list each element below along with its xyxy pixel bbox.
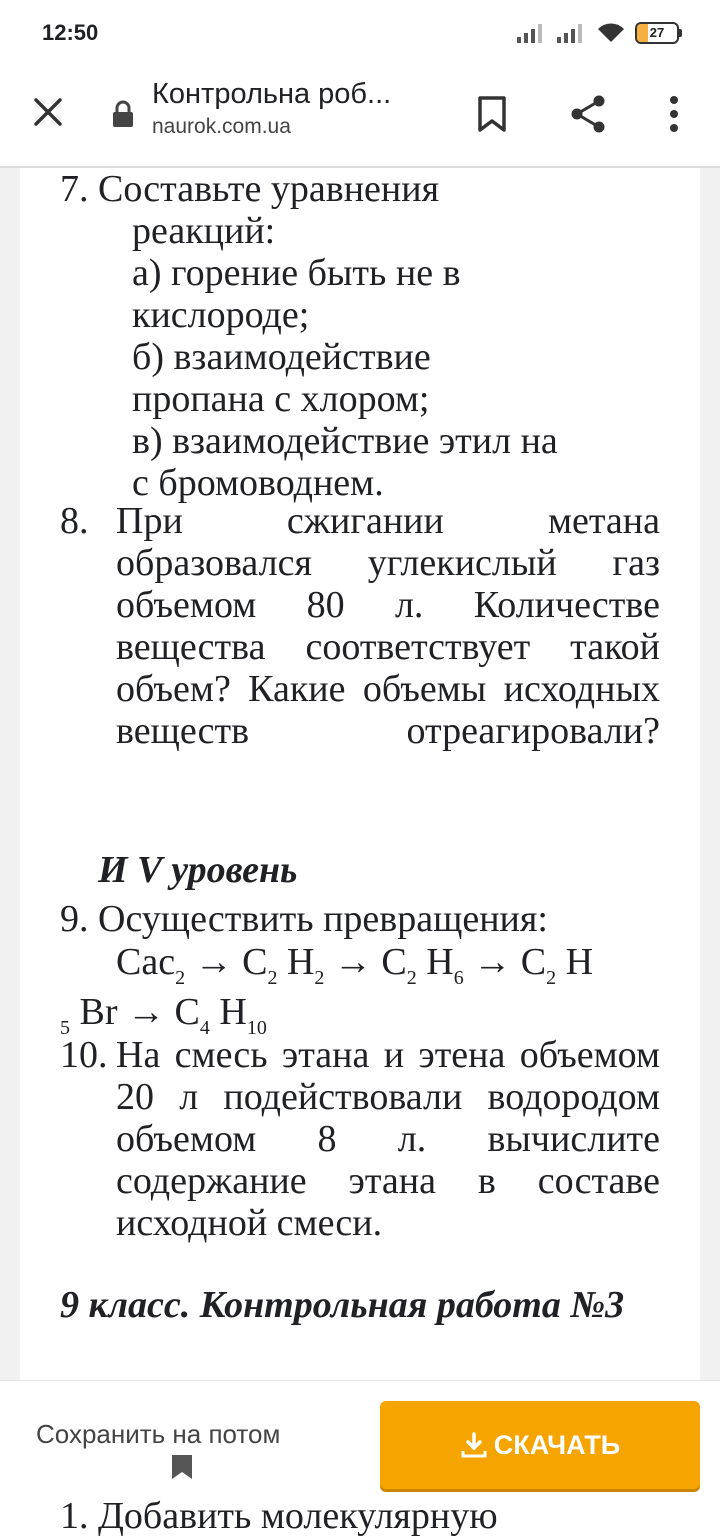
formula-line: $_5$ $Br \to C_4$ $H_{10}$ xyxy=(60,991,267,1039)
download-button[interactable] xyxy=(380,1401,700,1489)
q7-line: кислороде; xyxy=(132,294,310,336)
bookmark-button[interactable] xyxy=(468,90,516,138)
status-bar xyxy=(0,0,720,70)
bookmark-icon xyxy=(477,95,507,133)
status-time: 12:50 xyxy=(42,20,99,45)
q7-line: 7. Составьте уравнения xyxy=(60,168,440,210)
download-icon xyxy=(460,1431,488,1459)
formula-line: $Cac_2 \to C_2$ $H_2 \to C_2$ $H_6 \to C_2$ H xyxy=(116,941,594,989)
share-button[interactable] xyxy=(564,90,612,138)
next-line-peek: 1. Добавить молекулярную xyxy=(60,1495,498,1537)
status-icons xyxy=(517,22,682,44)
page-title: Контрольна роб... xyxy=(152,78,392,110)
lock-icon xyxy=(112,100,134,128)
signal-icon xyxy=(557,23,587,43)
q7-line: с бромоводнем. xyxy=(132,462,384,504)
page-margin-left xyxy=(0,168,20,1380)
wifi-icon xyxy=(597,23,625,43)
question-8 xyxy=(60,500,660,752)
bottom-action-bar xyxy=(0,1380,720,1497)
bookmark-icon xyxy=(172,1455,192,1479)
close-icon xyxy=(28,92,68,132)
q10-number: 10. xyxy=(60,1034,108,1076)
q9-title: 9. Осуществить превращения: xyxy=(60,898,548,940)
question-9 xyxy=(60,898,660,1040)
signal-icon xyxy=(517,23,547,43)
q9-formula xyxy=(60,940,660,1040)
question-10 xyxy=(60,1034,660,1244)
browser-toolbar xyxy=(0,70,720,168)
page-margin-right xyxy=(700,168,720,1380)
q7-line: в) взаимодействие этил на xyxy=(132,420,558,462)
level-heading: И V уровень xyxy=(98,849,298,891)
section-heading: 9 класс. Контрольная работа №3 xyxy=(60,1284,625,1326)
q7-line: реакций: xyxy=(132,210,276,252)
close-button[interactable] xyxy=(28,92,68,132)
save-later-button[interactable]: Сохранить на потом xyxy=(36,1419,281,1449)
q7-line: б) взаимодействие xyxy=(132,336,431,378)
q7-line: а) горение быть не в xyxy=(132,252,461,294)
more-vertical-icon xyxy=(668,94,680,134)
title-area[interactable] xyxy=(152,78,452,139)
more-menu-button[interactable] xyxy=(650,90,698,138)
battery-text: 27 xyxy=(649,25,665,40)
question-7 xyxy=(60,168,660,504)
download-label: СКАЧАТЬ xyxy=(493,1429,621,1460)
q10-text: На смесь этана и этена объемом 20 л подействовали водородом объемом 8 л. вычислите содержание этана в составе исходной смеси. xyxy=(116,1034,660,1244)
q8-number: 8. xyxy=(60,500,89,542)
battery-level-fill xyxy=(637,24,648,42)
document-content xyxy=(20,168,700,1380)
share-icon xyxy=(568,93,608,135)
battery-icon xyxy=(635,22,682,44)
q8-text: При сжигании метана образовался углекислый газ объемом 80 л. Количестве вещества соответствует такой объем? Какие объемы исходных веществ отреагировали? xyxy=(116,500,660,752)
q7-line: пропана с хлором; xyxy=(132,378,430,420)
page-url: naurok.com.ua xyxy=(152,115,291,138)
